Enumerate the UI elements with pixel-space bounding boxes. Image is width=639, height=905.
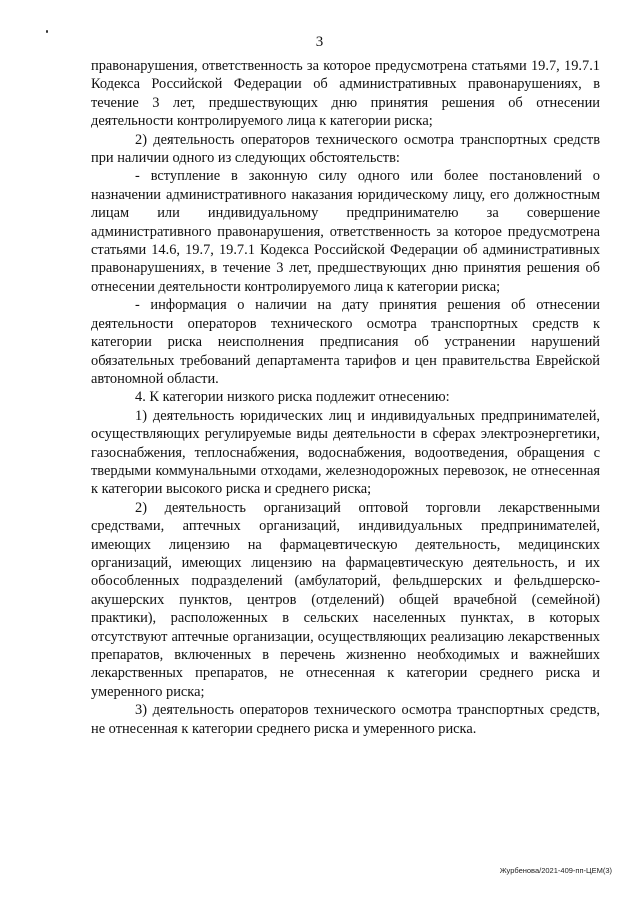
paragraph: 4. К категории низкого риска подлежит отнесению: (135, 389, 450, 406)
paragraph: правонарушения, ответственность за которое предусмотрена статьями 19.7, 19.7.1 Кодекса Российской Федерации об административных правонарушениях, в течение 3 лет, предшествующих дню принятия решения об отнесении деятельности контролируемого лица к категории риска; (91, 58, 600, 130)
document-footer-code: Журбенова/2021-409-пп-ЦЕМ(3) (499, 866, 612, 875)
paragraph: - информация о наличии на дату принятия решения об отнесении деятельности операторов технического осмотра транспортных средств к категории риска неисполнения предписания об устранении нарушений обязательных требований департамента тарифов и цен правительства Еврейской автономной области. (91, 297, 600, 387)
paragraph: - вступление в законную силу одного или более постановлений о назначении административного наказания юридическому лицу, его должностным лицам или индивидуальному предпринимателю за совершение административного правонарушения, ответственность за которое предусмотрена статьями 14.6, 19.7, 19.7.1 Кодекса Российской Федерации об административных правонарушениях, в течение 3 лет, предшествующих дню принятия решения об отнесении деятельности контролируемого лица к категории риска; (91, 168, 600, 295)
page-number: 3 (315, 34, 324, 50)
document-body (91, 57, 600, 738)
paragraph: 3) деятельность операторов технического осмотра транспортных средств, не отнесенная к категории среднего риска и умеренного риска. (91, 702, 600, 737)
paragraph: 2) деятельность операторов технического осмотра транспортных средств при наличии одного из следующих обстоятельств: (91, 131, 600, 167)
paragraph: 1) деятельность юридических лиц и индивидуальных предпринимателей, осуществляющих регулируемые виды деятельности в сферах электроэнергетики, газоснабжения, теплоснабжения, водоснабжения, водоотведения, обращения с твердыми коммунальными отходами, железнодорожных перевозок, не отнесенная к категории высокого риска и среднего риска; (91, 407, 600, 498)
paragraph: 2) деятельность организаций оптовой торговли лекарственными средствами, аптечных организаций, индивидуальных предпринимателей, имеющих лицензию на фармацевтическую деятельность, медицинских организаций, имеющих лицензию на фармацевтическую деятельность, и их обособленных подразделений (амбулаторий, фельдшерских и фельдшерско-акушерских пунктов, центров (отделений) общей врачебной (семейной) практики), расположенных в сельских населенных пунктах, в которых отсутствуют аптечные организации, осуществляющих реализацию лекарственных препаратов, включенных в перечень жизненно необходимых и важнейших лекарственных препаратов, не отнесенная к категории среднего риска и умеренного риска; (91, 499, 600, 700)
